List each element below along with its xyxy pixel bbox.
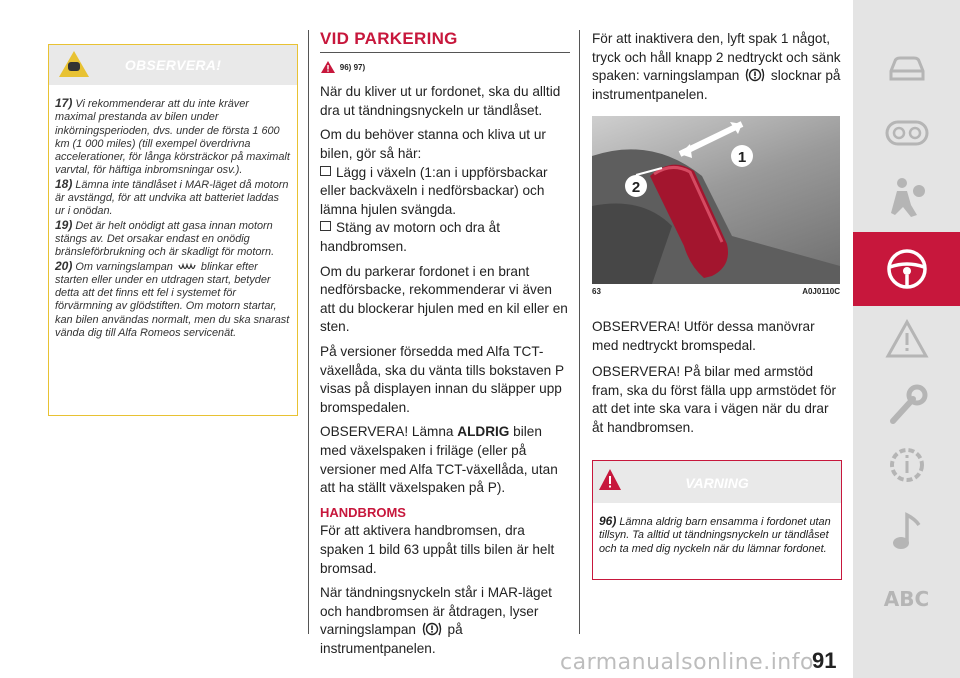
observe-box (48, 44, 298, 416)
sidebar-item-index[interactable] (853, 562, 960, 636)
car-icon (887, 55, 927, 83)
paragraph: På versioner försedda med Alfa TCT-växellåda, ska du vänta tills bokstaven P visas på displayen innan du släpper upp bromspedalen. (320, 344, 564, 415)
paragraph: Om du behöver stanna och kliva ut ur bilen, gör så här: (320, 127, 546, 162)
warning-triangle-icon (320, 60, 336, 74)
sidebar-item-warnings[interactable] (853, 302, 960, 376)
brake-warning-icon (422, 621, 442, 637)
warning-box (592, 460, 842, 580)
warning-text: 96) Lämna aldrig barn ensamma i fordonet utan tillsyn. Ta alltid ut tändningsnyckeln ur tändlåset och ta med dig nyckeln när du lämnar fordonet. (599, 514, 831, 555)
glow-plug-icon (178, 263, 196, 273)
watermark: carmanualsonline.info (560, 650, 814, 675)
note-19: 19) Det är helt onödigt att gasa innan motorn stängs av. Det orsakar endast en onödig bränsleförbrukning och är skadligt för motorn. (55, 217, 275, 259)
right-column (592, 30, 842, 112)
dashboard-gauges-icon (885, 119, 929, 147)
figure-number: 63 (592, 287, 601, 296)
bullet-item: Stäng av motorn och dra åt handbromsen. (320, 220, 500, 255)
sidebar-item-technical[interactable] (853, 428, 960, 502)
column-divider (308, 30, 309, 634)
figure-caption (592, 287, 840, 296)
observe-header (49, 45, 297, 85)
chapter-sidebar (853, 0, 960, 678)
checkbox-bullet-icon (320, 166, 331, 176)
steering-wheel-icon (885, 247, 929, 291)
svg-text:2: 2 (631, 179, 641, 196)
gear-info-icon (885, 443, 929, 487)
sidebar-item-multimedia[interactable] (853, 494, 960, 568)
sidebar-item-dashboard[interactable] (853, 96, 960, 170)
handbrake-photo (592, 116, 840, 284)
paragraph: När du kliver ut ur fordonet, ska du alltid dra ut tändningsnyckeln ur tändlåset. (320, 84, 561, 118)
paragraph: För att aktivera handbromsen, dra spaken 1 bild 63 uppåt tills bilen är helt bromsad. (320, 523, 555, 576)
music-note-icon (889, 509, 925, 553)
warning-title: VARNING (685, 475, 749, 491)
middle-column (320, 30, 570, 665)
sidebar-item-car[interactable] (853, 32, 960, 106)
note-18: 18) Lämna inte tändlåset i MAR-läget då motorn är avstängd, för att undvika att batteriet laddas ur i onödan. (55, 176, 289, 218)
figure-code: A0J0110C (802, 287, 840, 296)
subheading: HANDBROMS (320, 504, 406, 520)
svg-text:1: 1 (737, 149, 747, 166)
column-divider (579, 30, 580, 634)
page-number: 91 (812, 648, 837, 673)
sidebar-item-safety[interactable] (853, 160, 960, 234)
checkbox-bullet-icon (320, 221, 331, 231)
paragraph: OBSERVERA! Lämna ALDRIG bilen med växelspaken i friläge (eller på versioner med Alfa TCT-växellåda, utan att ha ställt växelspaken på P). (320, 424, 558, 496)
observe-title: OBSERVERA! (124, 57, 222, 73)
right-column-lower (592, 318, 842, 446)
warning-triangle-icon (885, 319, 929, 359)
paragraph: OBSERVERA! På bilar med armstöd fram, ska du först fälla upp armstödet för att det inte ska vara i vägen när du drar åt handbromsen. (592, 364, 837, 435)
paragraph: OBSERVERA! Utför dessa manövrar med nedtryckt bromspedal. (592, 319, 815, 353)
sidebar-item-driving[interactable] (853, 232, 960, 306)
wrench-icon (885, 383, 929, 427)
index-label: ABC (883, 587, 930, 611)
paragraph: För att inaktivera den, lyft spak 1 något, tryck och håll knapp 2 nedtryckt och sänk spaken: varningslampan slocknar på instrumentpanelen. (592, 31, 841, 102)
observe-notes (49, 85, 297, 340)
refs-line: 96) 97) (320, 59, 570, 78)
warning-header (593, 461, 841, 503)
section-heading: VID PARKERING (320, 30, 570, 53)
note-20: 20) Om varningslampan blinkar efter starten eller under en utdragen start, betyder detta att det finns ett fel i systemet för förvärmning av glödstiften. Om motorn startar, kan bilen användas normalt, men du ska snarast vända dig till Alfa Romeos servicenät. (55, 258, 290, 340)
brake-warning-icon (745, 67, 765, 83)
paragraph: När tändningsnyckeln står i MAR-läget och handbromsen är åtdragen, lyser varningslampan på instrumentpanelen. (320, 585, 552, 656)
paragraph: Om du parkerar fordonet i en brant nedförsbacke, rekommenderar vi även att du blockerar hjulen med en kil eller en sten. (320, 263, 568, 335)
note-17: 17) Vi rekommenderar att du inte kräver maximal prestanda av bilen under inkörningsperioden, dvs. under de första 1 600 km (1 000 miles) (till exempel överdrivna accelerationer, för långa körsträckor på maximalt varvtal, för häftiga inbromsningar osv.). (55, 96, 290, 177)
airbag-person-icon (887, 175, 927, 219)
bullet-item: Lägg i växeln (1:an i uppförsbackar eller backväxeln i nedförsbackar) och lämna hjulen svängda. (320, 164, 548, 217)
handbrake-illustration (592, 116, 840, 284)
